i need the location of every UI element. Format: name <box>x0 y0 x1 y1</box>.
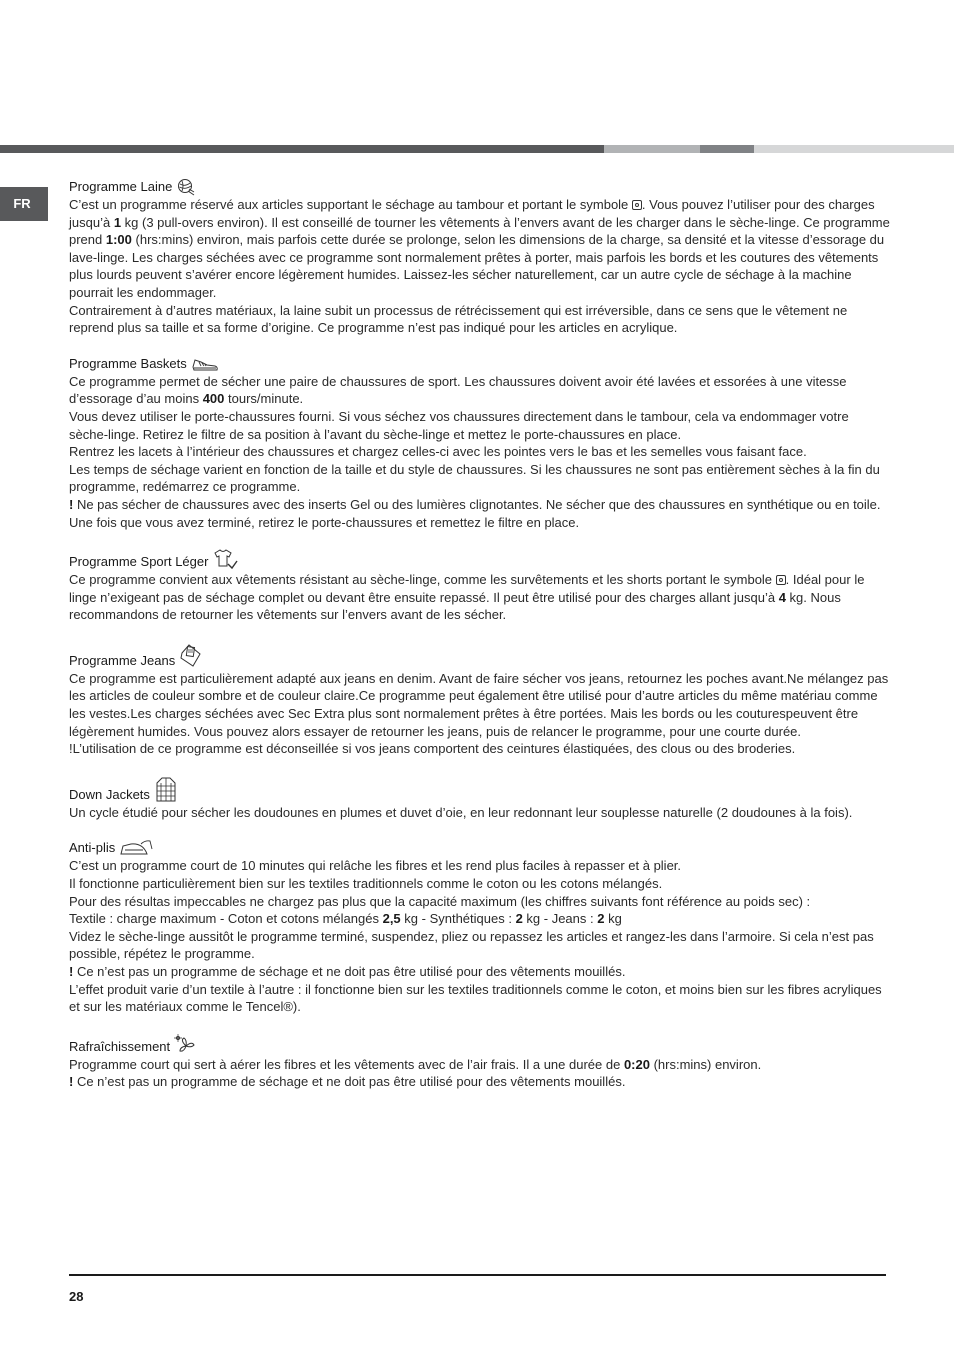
paragraph-text: Ce programme est particulièrement adapté aux jeans en denim. Avant de faire sécher vos jeans, retournez les poches avant.Ne mélangez pas les articles de couleur sombre et de couleur claire.Ce programme peut également être utilisé pour d’autre articles du même matériau comme les vestes.Les charges séchées avec Sec Extra plus sont normalement prêtes à être portées. Mais les bords ou les couturespeuvent être légèrement humides. Vous pouvez alors essayer de retourner les jeans, puis de relancer le programme, pour une courte durée. <box>69 670 889 739</box>
paragraph-text: tours/minute. <box>224 391 304 407</box>
program-paragraph <box>69 302 891 337</box>
paragraph-text: Ce programme permet de sécher une paire de chaussures de sport. Les chaussures doivent avoir été lavées et essorées à une vitesse d’essorage d’au moins <box>69 373 847 407</box>
program-title-text: Programme Laine <box>69 179 173 194</box>
program-paragraph <box>69 443 891 461</box>
program-title <box>69 549 891 571</box>
program-title-text: Down Jackets <box>69 786 150 802</box>
paragraph-text: !L’utilisation de ce programme est déconseillée si vos jeans comportent des ceintures élastiquées, des clous ou des broderies. <box>69 741 796 757</box>
paragraph-text: C’est un programme réservé aux articles supportant le séchage au tambour et portant le symbole <box>69 197 632 212</box>
emphasis-value: 2 <box>515 911 523 927</box>
emphasis-value: 2 <box>597 911 605 927</box>
paragraph-text: Les temps de séchage varient en fonction de la taille et du style de chaussures. Si les chaussures ne sont pas entièrement sèches à la fin du programme, redémarrez ce programme. <box>69 461 880 495</box>
sneaker-icon <box>187 357 219 373</box>
paragraph-text: kg (3 pull-overs environ). Il est conseillé de tourner les vêtements à l’envers avant de les charger dans le sèche-linge. Ce programme prend <box>69 214 890 248</box>
sport-shirt-icon <box>208 549 238 571</box>
program-section <box>69 549 891 624</box>
paragraph-text: Programme court qui sert à aérer les fibres et les vêtements avec de l’air frais. Il a une durée de <box>69 1056 624 1072</box>
program-paragraph <box>69 981 891 1016</box>
paragraph-text: (hrs:mins) environ, mais parfois cette durée se prolonge, selon les dimensions de la charge, sa densité et la vitesse d’essorage du lave-linge. Les charges séchées avec ce programme sont normalement prêtes à porter, mais parfois les bords et les coutures des vêtements plus lourds peuvent s’avérer encore légèrement humides. Laissez-les sécher naturellement, car un autre cycle de séchage à la machine pourrait les endommager. <box>69 232 885 300</box>
page-number: 28 <box>69 1289 84 1304</box>
program-paragraph <box>69 893 891 911</box>
emphasis-value: 2,5 <box>382 911 401 927</box>
down-jacket-icon <box>150 776 178 804</box>
paragraph-text: Il fonctionne particulièrement bien sur les textiles traditionnels comme le coton ou les cotons mélangés. <box>69 876 663 892</box>
paragraph-text: Pour des résultas impeccables ne chargez pas plus que la capacité maximum (les chiffres suivants font référence au poids sec) : <box>69 893 811 909</box>
paragraph-text: kg - Synthétiques : <box>400 911 516 927</box>
program-title <box>69 355 891 373</box>
program-paragraph <box>69 1056 891 1074</box>
program-paragraph <box>69 963 891 981</box>
program-title-text: Programme Jeans <box>69 652 176 668</box>
paragraph-text: Contrairement à d’autres matériaux, la laine subit un processus de rétrécissement qui est irréversible, dans ce sens que le vêtement ne reprend plus sa taille et sa forme d’origine. Ce programme n’est pas indiqué pour les articles en acrylique. <box>69 302 848 336</box>
program-section <box>69 1034 891 1091</box>
emphasis-value: ! <box>69 496 74 512</box>
iron-icon <box>115 839 153 857</box>
paragraph-text: kg - Jeans : <box>522 911 598 927</box>
program-paragraph <box>69 857 891 875</box>
paragraph-text: . Vous pouvez l’utiliser pour des charges jusqu’à <box>69 197 875 230</box>
program-title-text: Anti-plis <box>69 840 116 856</box>
bar-segment-light <box>604 145 700 153</box>
program-paragraph <box>69 928 891 963</box>
program-paragraph <box>69 804 891 822</box>
program-paragraph <box>69 875 891 893</box>
paragraph-text: Ce programme convient aux vêtements résistant au sèche-linge, comme les survêtements et les shorts portant le symbole <box>69 572 776 588</box>
program-title <box>69 839 891 857</box>
program-paragraph <box>69 496 891 531</box>
paragraph-text: Ce n’est pas un programme de séchage et ne doit pas être utilisé pour des vêtements mouillés. <box>73 1074 626 1090</box>
emphasis-value: 1 <box>113 214 122 230</box>
document-body <box>69 178 891 1109</box>
emphasis-value: 4 <box>778 589 786 605</box>
paragraph-text: (hrs:mins) environ. <box>649 1056 762 1072</box>
program-title <box>69 642 891 670</box>
header-color-bar <box>0 145 954 153</box>
program-paragraph <box>69 461 891 496</box>
bar-segment-pale <box>754 145 954 153</box>
paragraph-text: kg <box>604 911 622 927</box>
program-paragraph <box>69 910 891 928</box>
program-paragraph <box>69 373 891 408</box>
program-section <box>69 355 891 531</box>
paragraph-text: . Idéal pour le linge n’exigeant pas de séchage complet ou devant être ensuite repassé. Il peut être utilisé pour des charges allant jusqu’à <box>69 572 865 605</box>
language-tab: FR <box>0 187 48 221</box>
program-title-text: Programme Baskets <box>69 355 187 371</box>
emphasis-value: 0:20 <box>623 1056 650 1072</box>
tumble-dry-symbol <box>632 200 642 210</box>
paragraph-text: Ne pas sécher de chaussures avec des inserts Gel ou des lumières clignotantes. Ne sécher que des chaussures en synthétique ou en toile. Une fois que vous avez terminé, retirez le porte-chaussures et remettez le filtre en place. <box>69 496 881 530</box>
emphasis-value: 1:00 <box>105 232 132 248</box>
wool-icon <box>172 178 196 196</box>
refresh-fan-icon <box>170 1034 198 1056</box>
emphasis-value: ! <box>69 1074 74 1090</box>
tumble-dry-symbol <box>776 575 786 585</box>
program-section <box>69 642 891 758</box>
emphasis-value: 400 <box>202 391 225 407</box>
paragraph-text: Vous devez utiliser le porte-chaussures fourni. Si vous séchez vos chaussures directement dans le tambour, cela va endommager votre sèche-linge. Retirez le filtre de sa position à l’avant du sèche-linge et mettez le porte-chaussures en place. <box>69 408 849 442</box>
bar-segment-mid <box>700 145 754 153</box>
paragraph-text: Un cycle étudié pour sécher les doudounes en plumes et duvet d’oie, en leur redonnant leur souplesse naturelle (2 doudounes à la fois). <box>69 804 853 820</box>
paragraph-text: Videz le sèche-linge aussitôt le programme terminé, suspendez, pliez ou repassez les articles et rangez-les dans l’armoire. Si cela n’est pas possible, répétez le programme. <box>69 928 874 962</box>
paragraph-text: Rentrez les lacets à l’intérieur des chaussures et chargez celles-ci avec les pointes vers le bas et les semelles vous faisant face. <box>69 444 807 460</box>
bar-segment-dark <box>0 145 604 153</box>
program-paragraph <box>69 408 891 443</box>
paragraph-text: Textile : charge maximum - Coton et cotons mélangés <box>69 911 383 927</box>
program-paragraph <box>69 670 891 740</box>
program-title <box>69 1034 891 1056</box>
program-title <box>69 776 891 804</box>
paragraph-text: L’effet produit varie d’un textile à l’autre : il fonctionne bien sur les textiles traditionnels comme le coton, et moins bien sur les fibres acryliques et sur les matériaux comme le Tencel®). <box>69 981 882 1015</box>
program-title-text: Rafraîchissement <box>69 1038 171 1054</box>
program-section <box>69 839 891 1015</box>
paragraph-text: kg. Nous recommandons de retourner les vêtements sur l’envers avant de les sécher. <box>69 589 841 623</box>
paragraph-text: Ce n’est pas un programme de séchage et ne doit pas être utilisé pour des vêtements mouillés. <box>73 964 626 979</box>
paragraph-text: C’est un programme court de 10 minutes qui relâche les fibres et les rend plus faciles à repasser et à plier. <box>69 858 682 874</box>
program-paragraph <box>69 196 891 302</box>
program-paragraph <box>69 740 891 758</box>
footer-rule <box>69 1274 886 1276</box>
program-section <box>69 776 891 822</box>
program-paragraph <box>69 571 891 624</box>
emphasis-value: ! <box>69 964 74 979</box>
program-section <box>69 178 891 337</box>
program-title <box>69 178 891 196</box>
program-title-text: Programme Sport Léger <box>69 554 209 570</box>
program-paragraph <box>69 1073 891 1091</box>
jeans-icon <box>175 642 203 670</box>
